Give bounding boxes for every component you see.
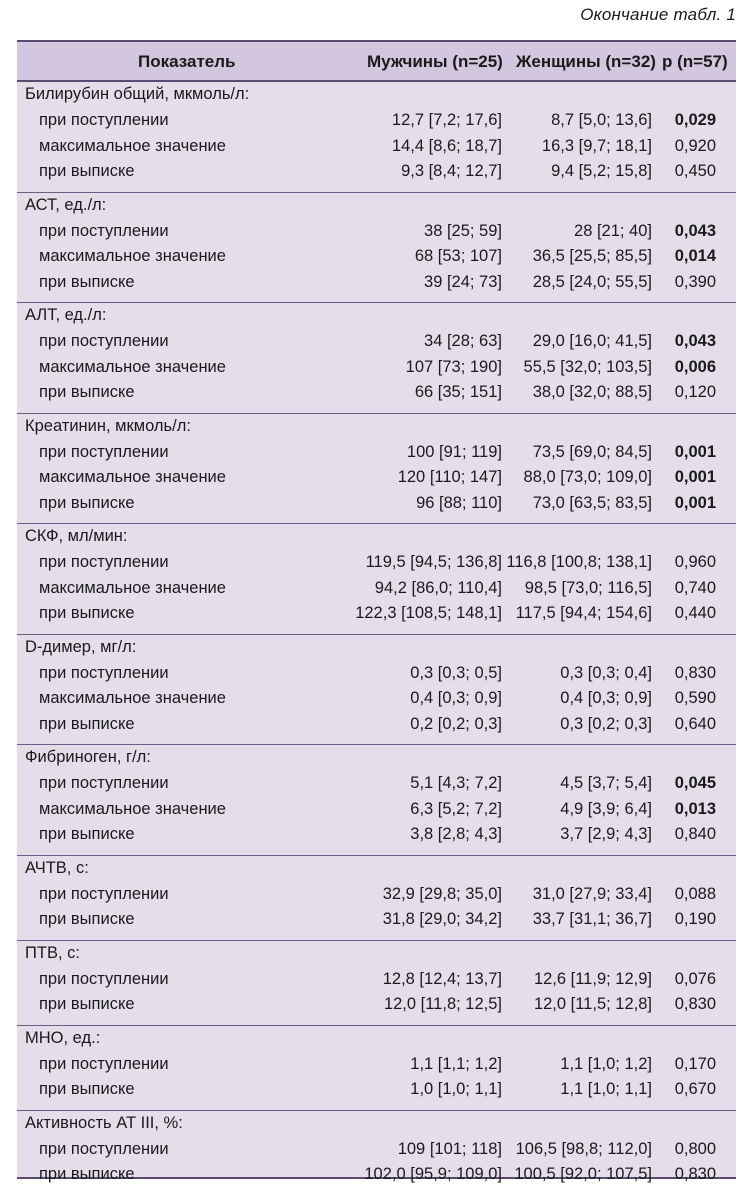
row-label: при выписке [39,995,135,1013]
cell-p-value: 0,740 [674,578,716,597]
cell-p-value: 0,830 [674,663,716,682]
cell-women: 73,5 [69,0; 84,5] [532,442,652,461]
cell-p-value: 0,001 [674,442,716,461]
row-label: при поступлении [39,663,169,682]
cell-women: 100,5 [92,0; 107,5] [514,1165,652,1183]
header-women: Женщины (n=32) [516,52,656,71]
cell-men: 94,2 [86,0; 110,4] [374,578,502,597]
cell-p-value: 0,960 [674,553,716,571]
table-group [17,941,736,1026]
row-label: при выписке [39,910,135,928]
cell-women: 16,3 [9,7; 18,1] [541,136,652,155]
table-row [17,1080,736,1106]
cell-women: 3,7 [2,9; 4,3] [560,825,652,843]
cell-men: 12,0 [11,8; 12,5] [383,995,502,1013]
cell-men: 66 [35; 151] [414,383,502,401]
table-row [17,774,736,800]
row-label: при поступлении [39,442,169,461]
row-label: при выписке [39,493,135,512]
table-row [17,604,736,630]
cell-women: 106,5 [98,8; 112,0] [515,1139,652,1158]
table-row [17,715,736,741]
table-group [17,414,736,525]
cell-women: 88,0 [73,0; 109,0] [523,468,652,486]
cell-p-value: 0,076 [674,969,716,988]
row-label: при поступлении [39,774,169,792]
row-label: при поступлении [39,553,169,571]
table-row [17,1140,736,1166]
table-row [17,995,736,1021]
table-row [17,910,736,936]
group-title: СКФ, мл/мин: [25,527,128,545]
header-indicator: Показатель [138,52,236,71]
cell-p-value: 0,001 [674,468,716,486]
header-p: p (n=57) [662,52,728,71]
cell-p-value: 0,590 [674,689,716,707]
cell-p-value: 0,640 [674,714,716,733]
cell-women: 12,0 [11,5; 12,8] [533,995,652,1013]
row-label: при выписке [39,1165,135,1183]
cell-men: 12,8 [12,4; 13,7] [382,969,502,988]
row-label: максимальное значение [39,578,226,597]
row-label: максимальное значение [39,689,226,707]
cell-men: 9,3 [8,4; 12,7] [401,162,502,180]
cell-men: 5,1 [4,3; 7,2] [410,774,502,792]
row-label: при выписке [39,162,135,180]
cell-p-value: 0,029 [674,111,716,129]
table-group [17,303,736,414]
table-row [17,1055,736,1081]
cell-women: 36,5 [25,5; 85,5] [532,247,652,265]
group-title: АСТ, ед./л: [25,195,107,214]
table-row [17,1165,736,1191]
row-label: при поступлении [39,969,169,988]
row-label: при поступлении [39,884,169,903]
table-row [17,222,736,248]
cell-men: 68 [53; 107] [414,247,502,265]
cell-men: 0,3 [0,3; 0,5] [410,663,502,682]
table-row [17,111,736,137]
table-group [17,193,736,304]
cell-men: 122,3 [108,5; 148,1] [355,604,502,622]
row-label: при выписке [39,825,135,843]
cell-p-value: 0,043 [674,332,716,350]
cell-p-value: 0,001 [674,493,716,512]
cell-p-value: 0,440 [674,604,716,622]
group-title: Фибриноген, г/л: [25,748,151,766]
table-row [17,358,736,384]
row-label: при поступлении [39,1139,169,1158]
cell-p-value: 0,920 [674,136,716,155]
row-label: максимальное значение [39,799,226,818]
cell-men: 96 [88; 110] [416,493,502,512]
table-group [17,524,736,635]
cell-men: 100 [91; 119] [406,442,502,461]
table-group [17,635,736,746]
cell-women: 117,5 [94,4; 154,6] [515,604,652,622]
cell-men: 6,3 [5,2; 7,2] [410,799,502,818]
table-group [17,1026,736,1111]
cell-women: 12,6 [11,9; 12,9] [533,969,652,988]
table-row [17,247,736,273]
table-row [17,800,736,826]
table-row [17,137,736,163]
cell-women: 0,4 [0,3; 0,9] [560,689,652,707]
cell-p-value: 0,013 [674,799,716,818]
row-label: при выписке [39,383,135,401]
cell-women: 1,1 [1,0; 1,2] [560,1054,652,1073]
cell-p-value: 0,045 [674,774,716,792]
table-group [17,82,736,193]
cell-p-value: 0,170 [674,1054,716,1073]
group-title: МНО, ед.: [25,1028,101,1047]
table-row [17,689,736,715]
table-row [17,885,736,911]
table-row [17,579,736,605]
cell-p-value: 0,830 [674,995,716,1013]
cell-women: 55,5 [32,0; 103,5] [523,357,652,376]
table-row [17,468,736,494]
cell-men: 109 [101; 118] [397,1139,502,1158]
cell-women: 1,1 [1,0; 1,1] [560,1080,652,1098]
table-group [17,745,736,856]
cell-women: 4,5 [3,7; 5,4] [560,774,652,792]
cell-men: 38 [25; 59] [424,221,502,240]
row-label: максимальное значение [39,357,226,376]
row-label: при поступлении [39,1054,169,1073]
cell-p-value: 0,088 [674,884,716,903]
cell-p-value: 0,450 [674,162,716,180]
cell-men: 1,1 [1,1; 1,2] [410,1054,502,1073]
cell-men: 3,8 [2,8; 4,3] [410,825,502,843]
table-row [17,332,736,358]
group-title: Билирубин общий, мкмоль/л: [25,85,250,103]
cell-women: 38,0 [32,0; 88,5] [532,383,652,401]
cell-women: 28 [21; 40] [574,221,652,240]
cell-p-value: 0,043 [674,221,716,240]
cell-p-value: 0,390 [674,272,716,291]
cell-men: 120 [110; 147] [397,468,502,486]
cell-p-value: 0,670 [674,1080,716,1098]
cell-women: 28,5 [24,0; 55,5] [532,272,652,291]
cell-p-value: 0,014 [674,247,716,265]
cell-p-value: 0,006 [674,357,716,376]
row-label: при поступлении [39,221,169,240]
cell-men: 39 [24; 73] [424,272,502,291]
row-label: максимальное значение [39,468,226,486]
table-row [17,664,736,690]
group-title: D-димер, мг/л: [25,637,137,656]
table-row [17,443,736,469]
row-label: при поступлении [39,332,169,350]
cell-women: 0,3 [0,2; 0,3] [560,714,652,733]
row-label: максимальное значение [39,247,226,265]
row-label: при выписке [39,1080,135,1098]
data-table [17,40,736,1183]
row-label: максимальное значение [39,136,226,155]
cell-men: 14,4 [8,6; 18,7] [391,136,502,155]
table-group [17,856,736,941]
cell-men: 119,5 [94,5; 136,8] [365,553,502,571]
row-label: при выписке [39,714,135,733]
table-row [17,970,736,996]
cell-men: 0,4 [0,3; 0,9] [410,689,502,707]
table-caption: Окончание табл. 1 [580,5,736,24]
cell-p-value: 0,120 [674,383,716,401]
group-title: Активность АТ III, %: [25,1113,183,1132]
cell-women: 116,8 [100,8; 138,1] [506,553,652,571]
cell-p-value: 0,830 [674,1165,716,1183]
cell-women: 8,7 [5,0; 13,6] [551,111,652,129]
table-row [17,273,736,299]
cell-women: 73,0 [63,5; 83,5] [532,493,652,512]
cell-men: 12,7 [7,2; 17,6] [391,111,502,129]
table-group [17,1111,736,1196]
cell-women: 4,9 [3,9; 6,4] [560,799,652,818]
group-title: Креатинин, мкмоль/л: [25,416,191,435]
cell-women: 0,3 [0,3; 0,4] [560,663,652,682]
row-label: при поступлении [39,111,169,129]
cell-women: 33,7 [31,1; 36,7] [532,910,652,928]
cell-men: 31,8 [29,0; 34,2] [382,910,502,928]
table-row [17,162,736,188]
table-row [17,494,736,520]
group-title: АЧТВ, с: [25,858,89,877]
cell-women: 98,5 [73,0; 116,5] [524,578,652,597]
cell-men: 34 [28; 63] [424,332,502,350]
cell-p-value: 0,800 [674,1139,716,1158]
cell-men: 107 [73; 190] [405,357,502,376]
table-row [17,553,736,579]
cell-p-value: 0,840 [674,825,716,843]
group-title: ПТВ, с: [25,943,80,962]
cell-men: 1,0 [1,0; 1,1] [410,1080,502,1098]
table-header [17,42,736,82]
cell-women: 31,0 [27,9; 33,4] [532,884,652,903]
table-row [17,825,736,851]
cell-women: 29,0 [16,0; 41,5] [532,332,652,350]
cell-men: 0,2 [0,2; 0,3] [410,714,502,733]
table-row [17,383,736,409]
row-label: при выписке [39,604,135,622]
cell-men: 32,9 [29,8; 35,0] [382,884,502,903]
group-title: АЛТ, ед./л: [25,306,107,324]
header-men: Мужчины (n=25) [367,52,503,71]
cell-women: 9,4 [5,2; 15,8] [551,162,652,180]
cell-p-value: 0,190 [674,910,716,928]
cell-men: 102,0 [95,9; 109,0] [364,1165,502,1183]
row-label: при выписке [39,272,135,291]
